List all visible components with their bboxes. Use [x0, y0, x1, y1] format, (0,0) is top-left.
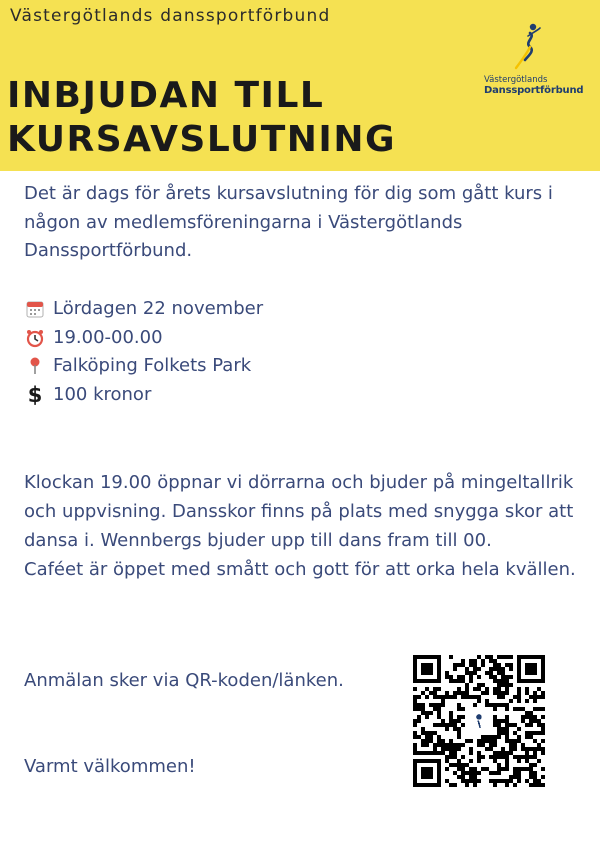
calendar-icon [24, 298, 46, 320]
page-title [7, 74, 396, 162]
fact-date-text: Lördagen 22 november [53, 298, 264, 319]
title-line-1: INBJUDAN TILL [7, 75, 325, 116]
header-banner [0, 0, 600, 171]
dollar-icon: $ [27, 382, 43, 407]
logo-text-line-1: Västergötlands [484, 75, 548, 85]
location-pin-icon [24, 355, 46, 377]
intro-paragraph: Det är dags för årets kursavslutning för dig som gått kurs i någon av medlemsföreningarna i Västergötlands Danssportförbund. [24, 183, 553, 261]
fact-time [24, 324, 263, 353]
fact-price [24, 381, 263, 410]
description-paragraph: Klockan 19.00 öppnar vi dörrarna och bjuder på mingeltallrik och uppvisning. Dansskor finns på plats med snygga skor att dansa i. Wennbergs bjuder upp till dans fram till 00. [24, 472, 574, 551]
fact-location [24, 352, 263, 381]
welcome-text: Varmt välkommen! [24, 756, 196, 777]
dancer-logo-icon [478, 20, 588, 76]
organization-name: Västergötlands danssportförbund [10, 6, 331, 26]
fact-time-text: 19.00-00.00 [53, 326, 163, 348]
fact-date [24, 295, 263, 324]
logo-text-line-2: Danssportförbund [484, 85, 584, 96]
description-block [24, 468, 584, 584]
fact-location-text: Falköping Folkets Park [53, 355, 252, 376]
organization-logo [478, 20, 588, 100]
cafe-paragraph: Caféet är öppet med smått och gott för att orka hela kvällen. [24, 559, 576, 580]
signup-text: Anmälan sker via QR-koden/länken. [24, 670, 344, 691]
qr-code-image[interactable] [413, 655, 545, 787]
fact-price-text: 100 kronor [53, 383, 152, 405]
event-facts-list [24, 295, 263, 409]
alarm-clock-icon [24, 327, 46, 349]
title-line-2: KURSAVSLUTNING [7, 119, 396, 160]
signup-qr-code[interactable] [413, 655, 545, 787]
